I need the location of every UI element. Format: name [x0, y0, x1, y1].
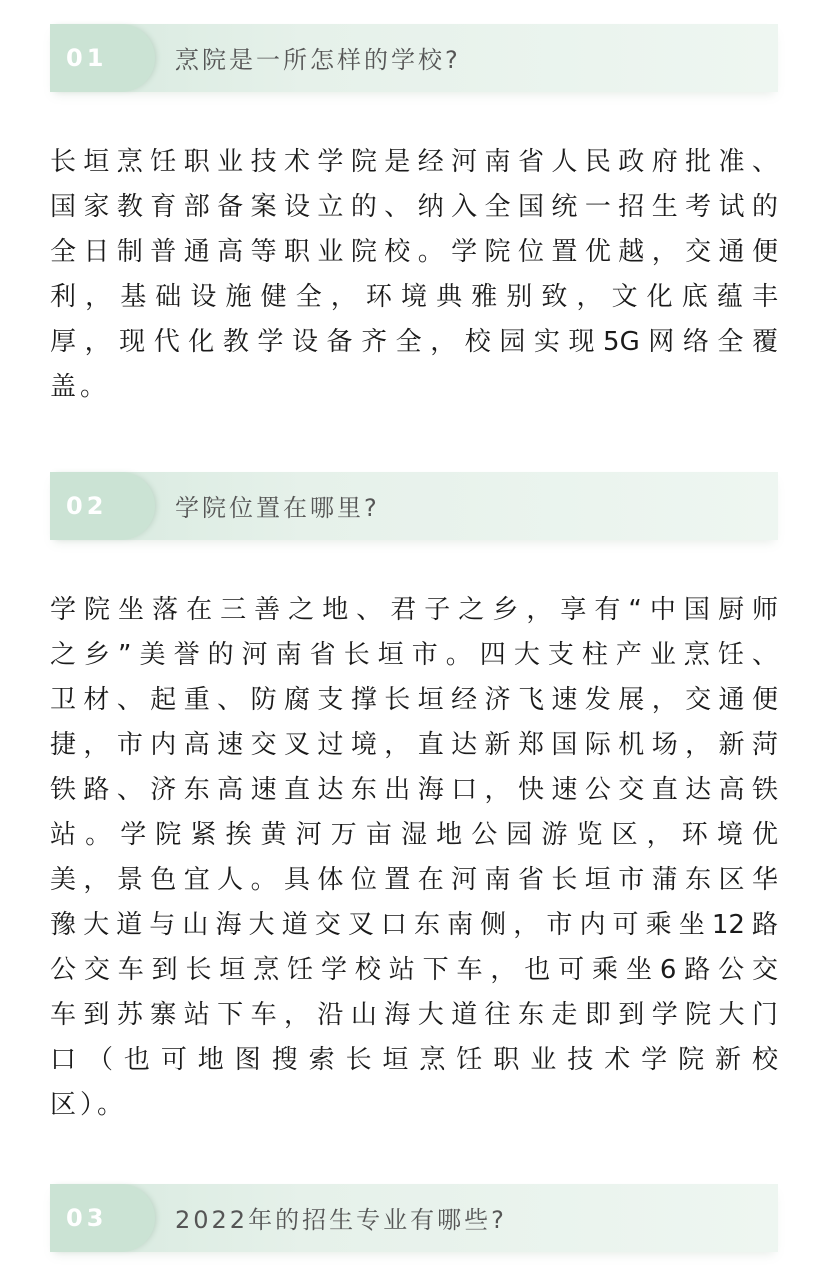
section-number-badge [50, 1184, 155, 1252]
section-number: 02 [66, 492, 108, 520]
body-line: 国家教育部备案设立的、纳入全国统一招生考试的 [50, 192, 778, 222]
section-number: 03 [66, 1204, 108, 1232]
body-line: 公交车到长垣烹饪学校站下车，也可乘坐6路公交 [50, 955, 778, 985]
body-line: 之乡”美誉的河南省长垣市。四大支柱产业烹饪、 [50, 640, 778, 670]
body-line: 捷，市内高速交叉过境，直达新郑国际机场，新菏 [50, 730, 778, 760]
body-line: 车到苏寨站下车，沿山海大道往东走即到学院大门 [50, 1000, 778, 1030]
body-line: 长垣烹饪职业技术学院是经河南省人民政府批准、 [50, 147, 778, 177]
body-line: 利，基础设施健全，环境典雅别致，文化底蕴丰 [50, 282, 778, 312]
section-header-02 [50, 472, 778, 540]
section-title: 学院位置在哪里? [175, 494, 380, 522]
section-title: 烹院是一所怎样的学校? [175, 46, 461, 74]
section-header-03 [50, 1184, 778, 1252]
body-line: 美，景色宜人。具体位置在河南省长垣市蒲东区华 [50, 865, 778, 895]
section-header-01 [50, 24, 778, 92]
section-body-01 [50, 140, 778, 410]
body-line: 铁路、济东高速直达东出海口，快速公交直达高铁 [50, 775, 778, 805]
body-line: 卫材、起重、防腐支撑长垣经济飞速发展，交通便 [50, 685, 778, 715]
body-line: 盖。 [50, 372, 111, 402]
body-line: 豫大道与山海大道交叉口东南侧，市内可乘坐12路 [50, 910, 778, 940]
section-title: 2022年的招生专业有哪些? [175, 1206, 507, 1234]
body-line: 全日制普通高等职业院校。学院位置优越，交通便 [50, 237, 778, 267]
body-line: 区）。 [50, 1090, 128, 1120]
section-body-02 [50, 588, 778, 1128]
body-line: 厚，现代化教学设备齐全，校园实现5G网络全覆 [50, 327, 778, 357]
body-line: 站。学院紧挨黄河万亩湿地公园游览区，环境优 [50, 820, 778, 850]
section-number: 01 [66, 44, 108, 72]
body-line: 口（也可地图搜索长垣烹饪职业技术学院新校 [50, 1045, 778, 1075]
section-number-badge [50, 24, 155, 92]
body-line: 学院坐落在三善之地、君子之乡，享有“中国厨师 [50, 595, 778, 625]
section-number-badge [50, 472, 155, 540]
